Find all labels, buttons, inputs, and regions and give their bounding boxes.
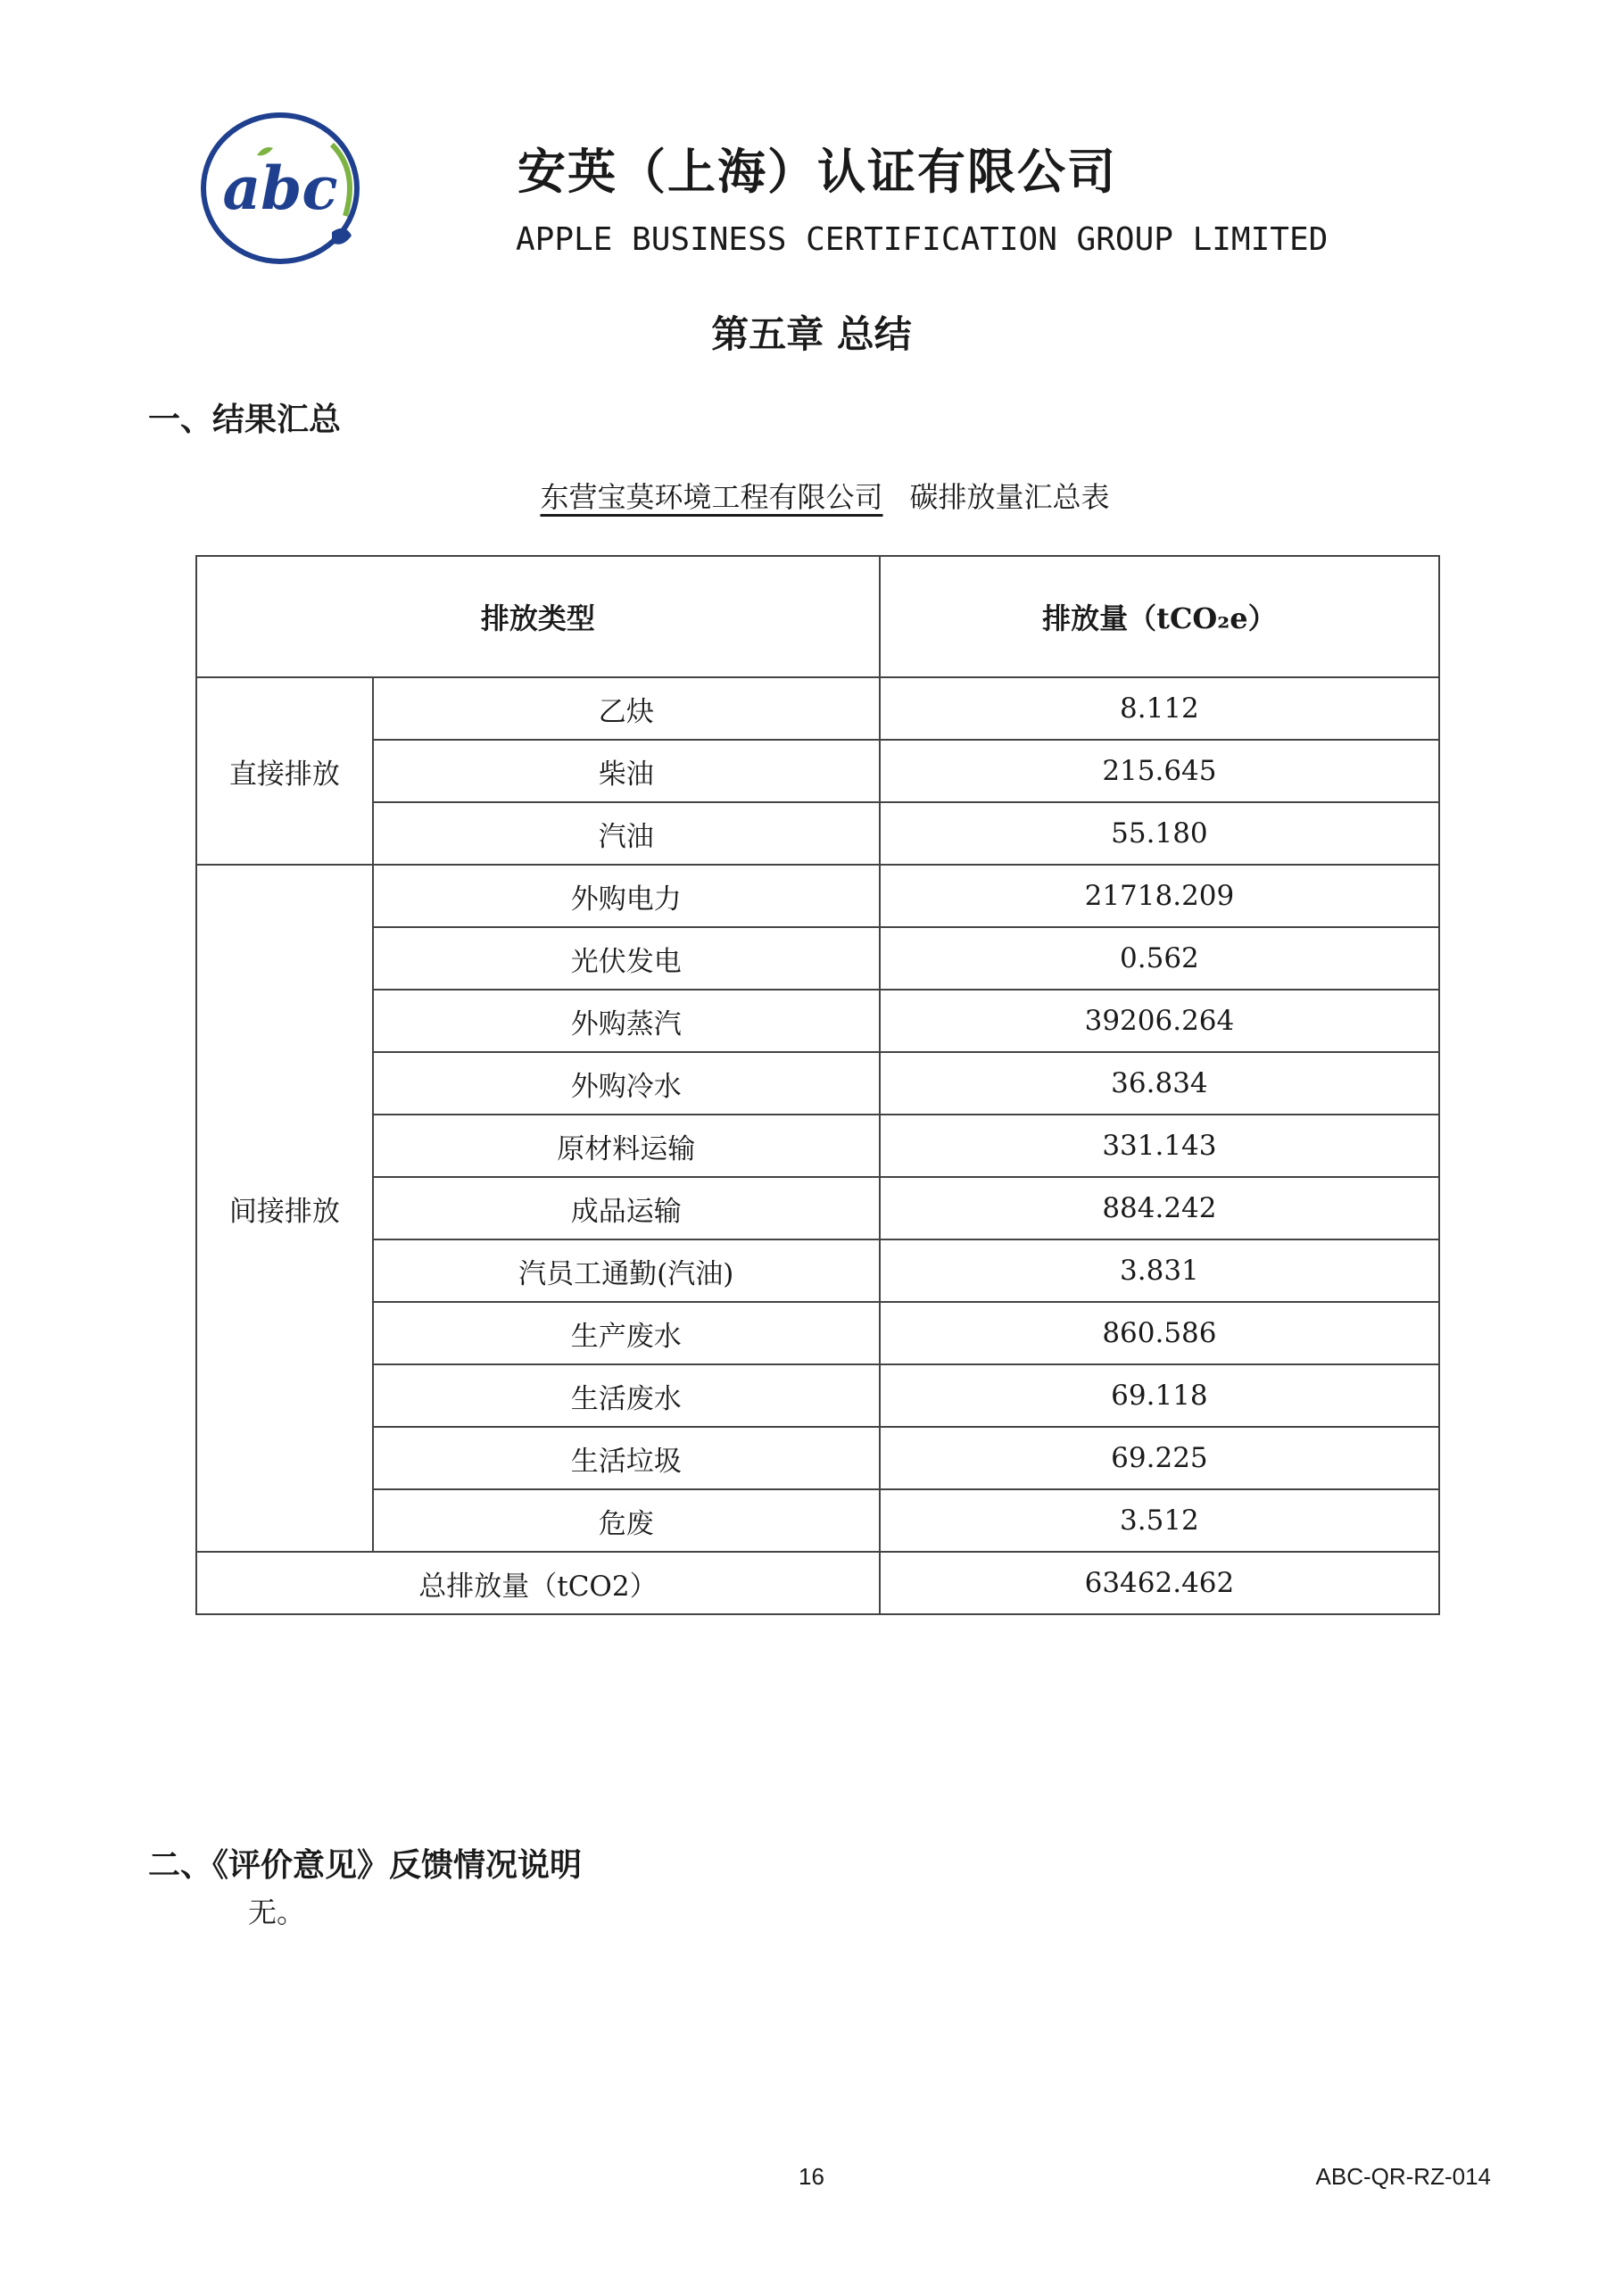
emissions-summary-table: [195, 555, 1440, 1615]
table-row: [196, 1052, 1439, 1115]
source-value: 860.586: [880, 1302, 1439, 1364]
source-value: 69.225: [880, 1427, 1439, 1489]
source-name: 原材料运输: [373, 1115, 880, 1177]
source-value: 55.180: [880, 802, 1439, 865]
table-total-row: [196, 1552, 1439, 1614]
source-name: 生活废水: [373, 1364, 880, 1427]
header-emission-type: 排放类型: [196, 556, 880, 677]
source-name: 光伏发电: [373, 927, 880, 990]
table-row: [196, 1115, 1439, 1177]
source-value: 3.512: [880, 1489, 1439, 1552]
table-row: [196, 990, 1439, 1052]
table-row: [196, 802, 1439, 865]
source-value: 39206.264: [880, 990, 1439, 1052]
table-row: [196, 677, 1439, 740]
section-heading-results: 一、结果汇总: [148, 401, 342, 438]
table-company-name: 东营宝莫环境工程有限公司: [540, 480, 883, 514]
table-row: [196, 865, 1439, 927]
header-emission-amount: 排放量（tCO₂e）: [880, 556, 1439, 677]
source-name: 危废: [373, 1489, 880, 1552]
source-name: 成品运输: [373, 1177, 880, 1239]
company-logo: [198, 109, 368, 268]
table-row: [196, 1427, 1439, 1489]
source-name: 外购冷水: [373, 1052, 880, 1115]
source-name: 外购电力: [373, 865, 880, 927]
table-row: [196, 1364, 1439, 1427]
table-row: [196, 1239, 1439, 1302]
source-value: 215.645: [880, 740, 1439, 802]
total-value: 63462.462: [880, 1552, 1439, 1614]
table-row: [196, 1302, 1439, 1364]
document-code: ABC-QR-RZ-014: [1315, 2163, 1491, 2190]
source-value: 0.562: [880, 927, 1439, 990]
table-title-suffix: 碳排放量汇总表: [909, 480, 1110, 514]
table-row: [196, 1177, 1439, 1239]
svg-text:abc: abc: [222, 153, 338, 223]
table-row: [196, 1489, 1439, 1552]
source-name: 汽员工通勤(汽油): [373, 1239, 880, 1302]
table-title: [0, 475, 1623, 516]
section-heading-feedback: 二、《评价意见》反馈情况说明: [148, 1846, 583, 1884]
company-name-en: APPLE BUSINESS CERTIFICATION GROUP LIMITED: [516, 221, 1329, 258]
source-value: 21718.209: [880, 865, 1439, 927]
source-value: 8.112: [880, 677, 1439, 740]
source-name: 外购蒸汽: [373, 990, 880, 1052]
indirect-emission-label: 间接排放: [196, 865, 373, 1552]
page-number: 16: [799, 2163, 824, 2190]
company-name-cn: 安英（上海）认证有限公司: [518, 143, 1117, 200]
source-value: 36.834: [880, 1052, 1439, 1115]
source-value: 331.143: [880, 1115, 1439, 1177]
table-row: [196, 927, 1439, 990]
source-name: 柴油: [373, 740, 880, 802]
source-name: 汽油: [373, 802, 880, 865]
table-header-row: [196, 556, 1439, 677]
source-value: 3.831: [880, 1239, 1439, 1302]
source-value: 884.242: [880, 1177, 1439, 1239]
direct-emission-label: 直接排放: [196, 677, 373, 865]
table-row: [196, 740, 1439, 802]
source-name: 生活垃圾: [373, 1427, 880, 1489]
total-label: 总排放量（tCO2）: [196, 1552, 880, 1614]
source-name: 乙炔: [373, 677, 880, 740]
source-value: 69.118: [880, 1364, 1439, 1427]
feedback-body: 无。: [248, 1895, 306, 1929]
chapter-title: 第五章 总结: [711, 312, 912, 356]
source-name: 生产废水: [373, 1302, 880, 1364]
